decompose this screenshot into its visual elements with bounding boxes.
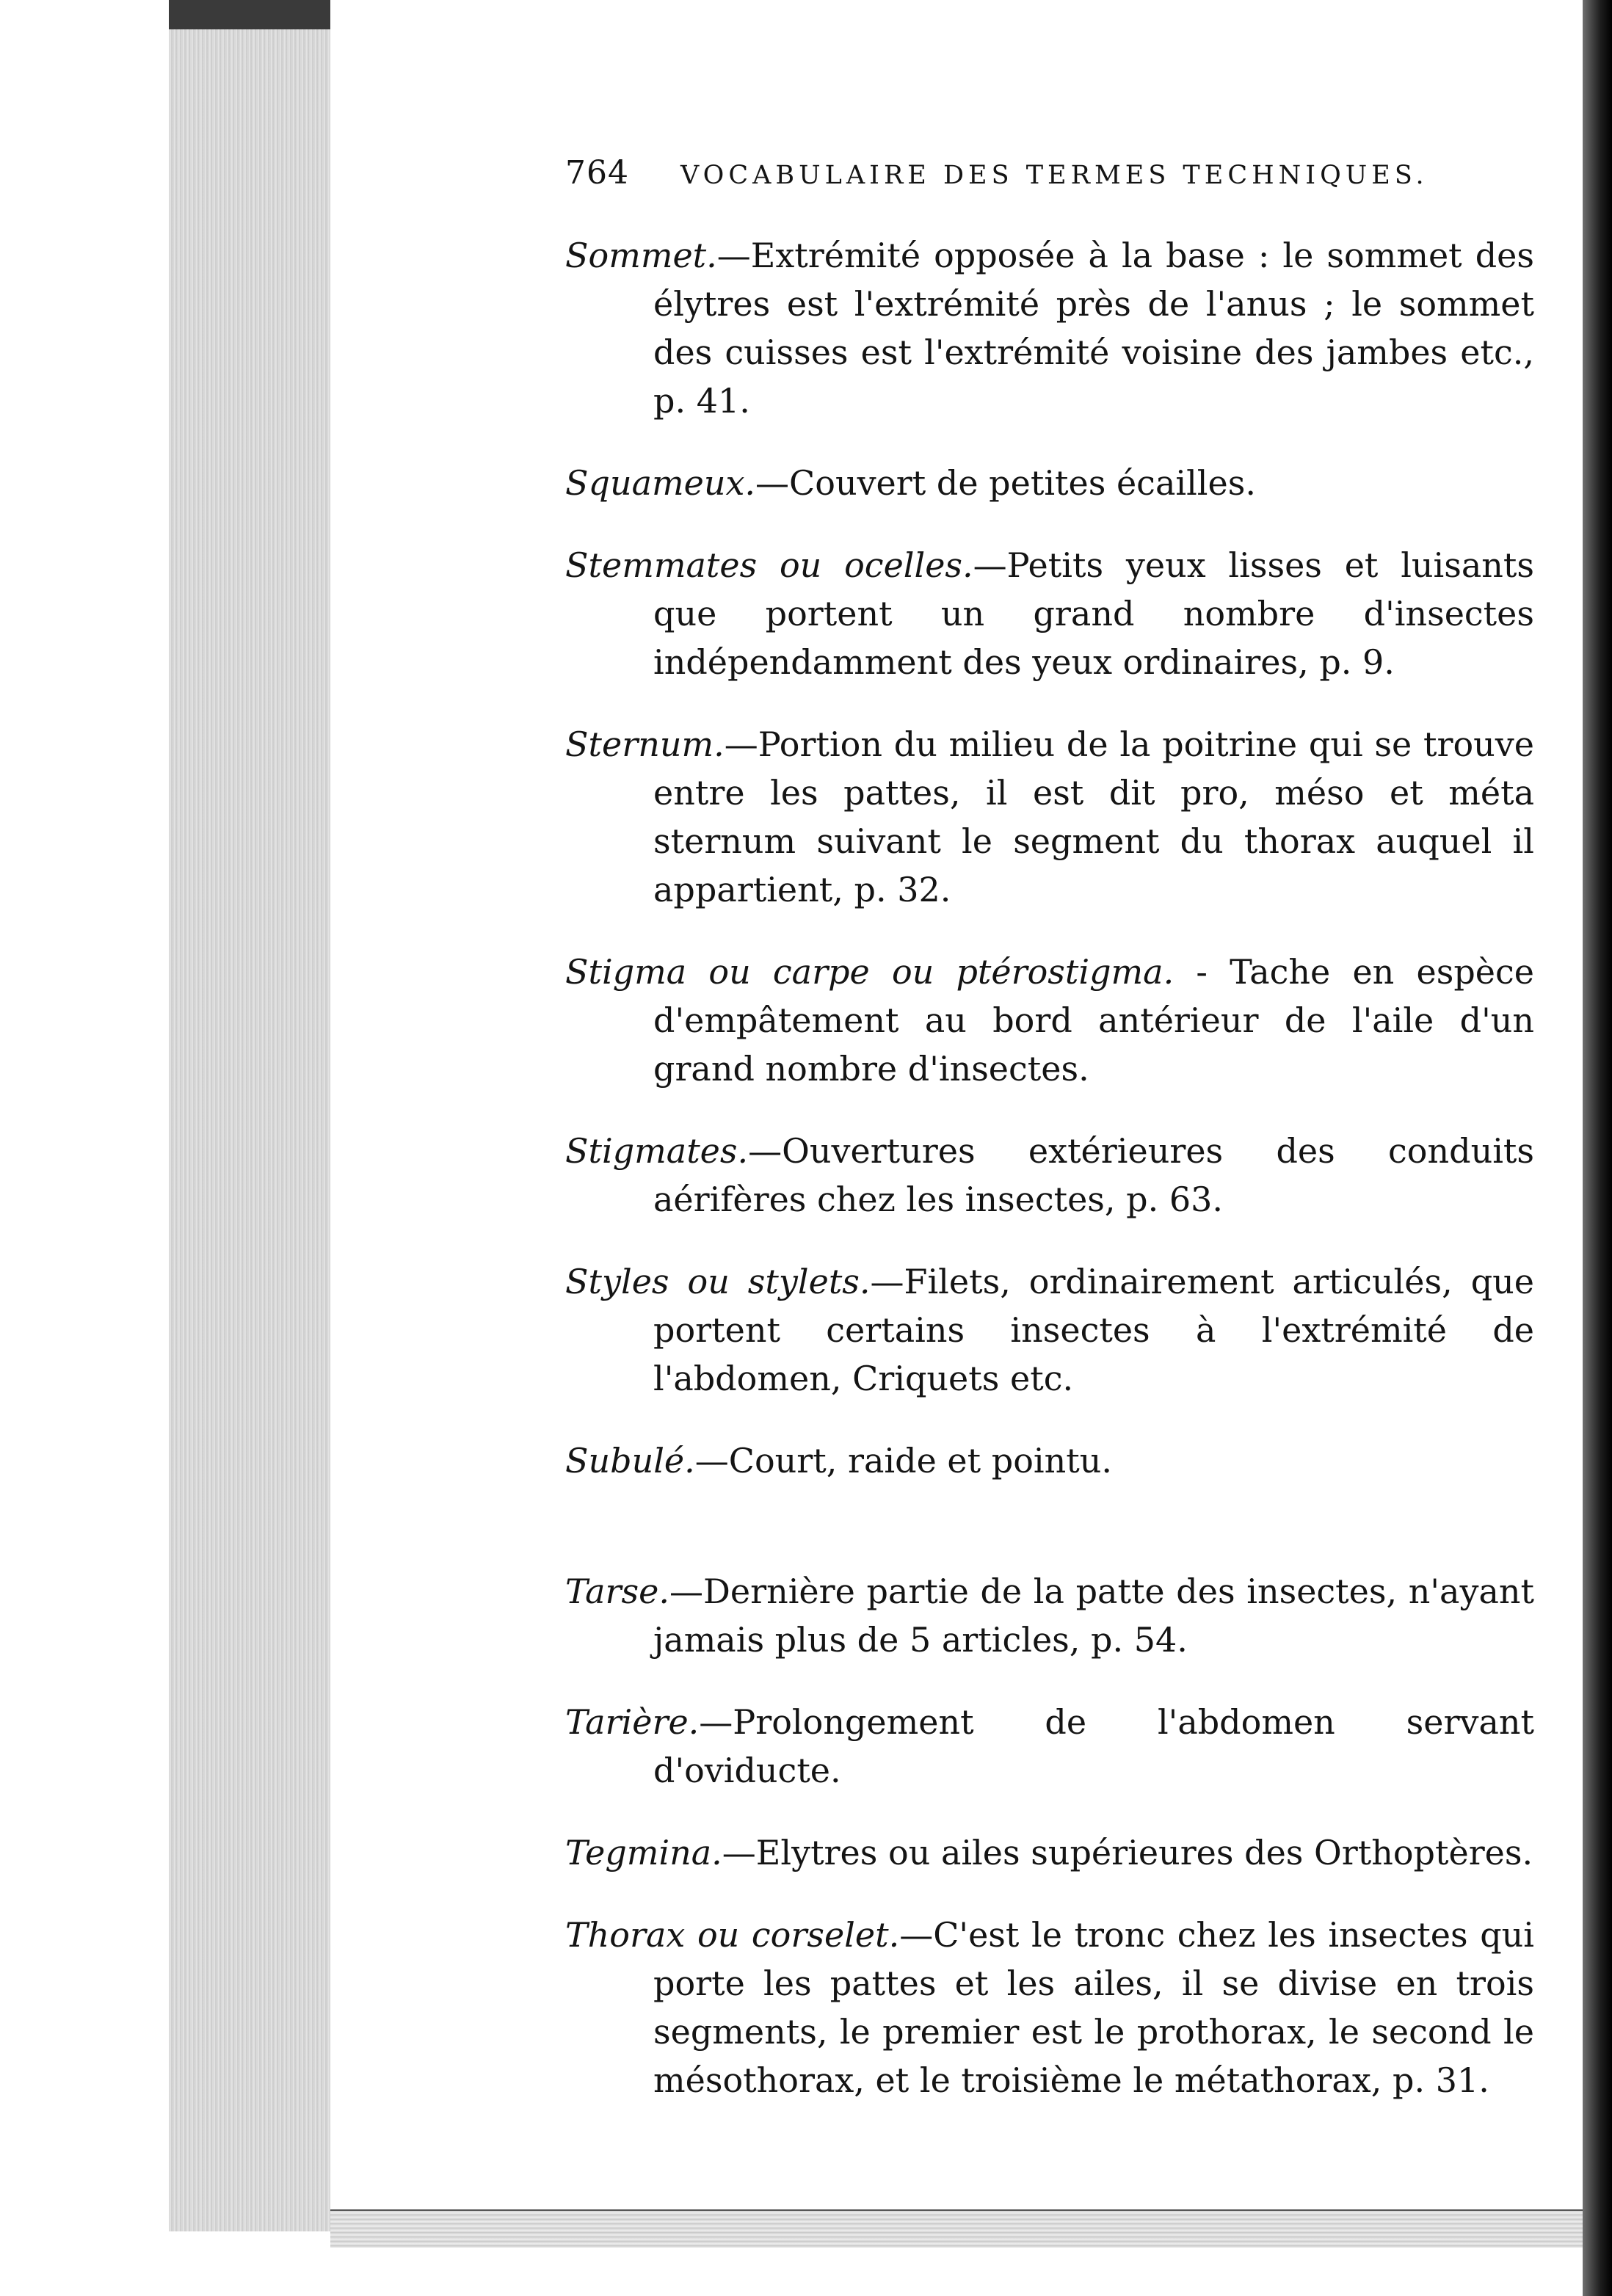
entry-term: Tarse. xyxy=(565,1572,669,1611)
glossary-entry-sternum xyxy=(565,720,1534,914)
entry-term: Styles ou stylets. xyxy=(565,1262,871,1301)
glossary-entry-stemmates xyxy=(565,541,1534,686)
entry-definition: —Petits yeux lisses et luisants que portent un grand nombre d'insectes indépendamment des yeux ordinaires, p. 9. xyxy=(653,545,1534,682)
entry-term: Tarière. xyxy=(565,1702,700,1742)
binding-shadow xyxy=(1583,0,1612,2296)
entry-term: Stigma ou carpe ou ptérostigma. xyxy=(565,952,1174,992)
entry-definition: —Filets, ordinairement articulés, que portent certains insectes à l'extrémité de l'abdomen, Criquets etc. xyxy=(653,1262,1534,1398)
book-bottom-edge xyxy=(330,2209,1593,2248)
glossary-entry-subule xyxy=(565,1436,1534,1485)
glossary-entry-stigma xyxy=(565,948,1534,1093)
entry-term: Stigmates. xyxy=(565,1131,749,1171)
entry-term: Sommet. xyxy=(565,236,717,275)
entry-definition: - Tache en espèce d'empâtement au bord antérieur de l'aile d'un grand nombre d'insectes. xyxy=(653,952,1534,1089)
glossary-entry-tarse xyxy=(565,1567,1534,1664)
glossary-entry-thorax xyxy=(565,1911,1534,2104)
entry-term: Thorax ou corselet. xyxy=(565,1915,900,1955)
book-page-edges xyxy=(169,0,333,2231)
entry-definition: —Prolongement de l'abdomen servant d'oviducte. xyxy=(653,1702,1534,1790)
glossary-entry-stigmates xyxy=(565,1127,1534,1224)
entry-term: Stemmates ou ocelles. xyxy=(565,545,973,585)
entry-definition: —Portion du milieu de la poitrine qui se trouve entre les pattes, il est dit pro, méso et méta sternum suivant le segment du thorax auquel il appartient, p. 32. xyxy=(653,724,1534,909)
entry-definition: —Dernière partie de la patte des insectes, n'ayant jamais plus de 5 articles, p. 54. xyxy=(653,1572,1534,1660)
glossary-entry-sommet xyxy=(565,231,1534,425)
glossary-entry-tariere xyxy=(565,1698,1534,1795)
entry-definition: —Court, raide et pointu. xyxy=(694,1441,1112,1481)
entry-term: Squameux. xyxy=(565,463,756,503)
entry-definition: —Elytres ou ailes supérieures des Orthoptères. xyxy=(722,1833,1533,1872)
page-content xyxy=(565,154,1534,2118)
entry-definition: —Couvert de petites écailles. xyxy=(755,463,1256,503)
entry-definition: —Ouvertures extérieures des conduits aérifères chez les insectes, p. 63. xyxy=(653,1131,1534,1219)
entry-term: Tegmina. xyxy=(565,1833,722,1872)
glossary-entry-squameux xyxy=(565,459,1534,507)
running-head xyxy=(565,154,1534,192)
entry-term: Sternum. xyxy=(565,724,725,764)
page-number: 764 xyxy=(565,154,629,192)
entry-definition: —C'est le tronc chez les insectes qui porte les pattes et les ailes, il se divise en trois segments, le premier est le prothorax, le second le mésothorax, et le troisième le métathorax, p. 31. xyxy=(653,1915,1534,2100)
entry-term: Subulé. xyxy=(565,1441,695,1481)
running-title: VOCABULAIRE DES TERMES TECHNIQUES. xyxy=(680,161,1428,190)
book-top-edge xyxy=(169,0,330,29)
glossary-entry-tegmina xyxy=(565,1828,1534,1877)
section-gap xyxy=(565,1498,1534,1533)
entry-definition: —Extrémité opposée à la base : le sommet des élytres est l'extrémité près de l'anus ; le sommet des cuisses est l'extrémité voisine des jambes etc., p. 41. xyxy=(653,236,1534,421)
glossary-entry-styles xyxy=(565,1257,1534,1403)
